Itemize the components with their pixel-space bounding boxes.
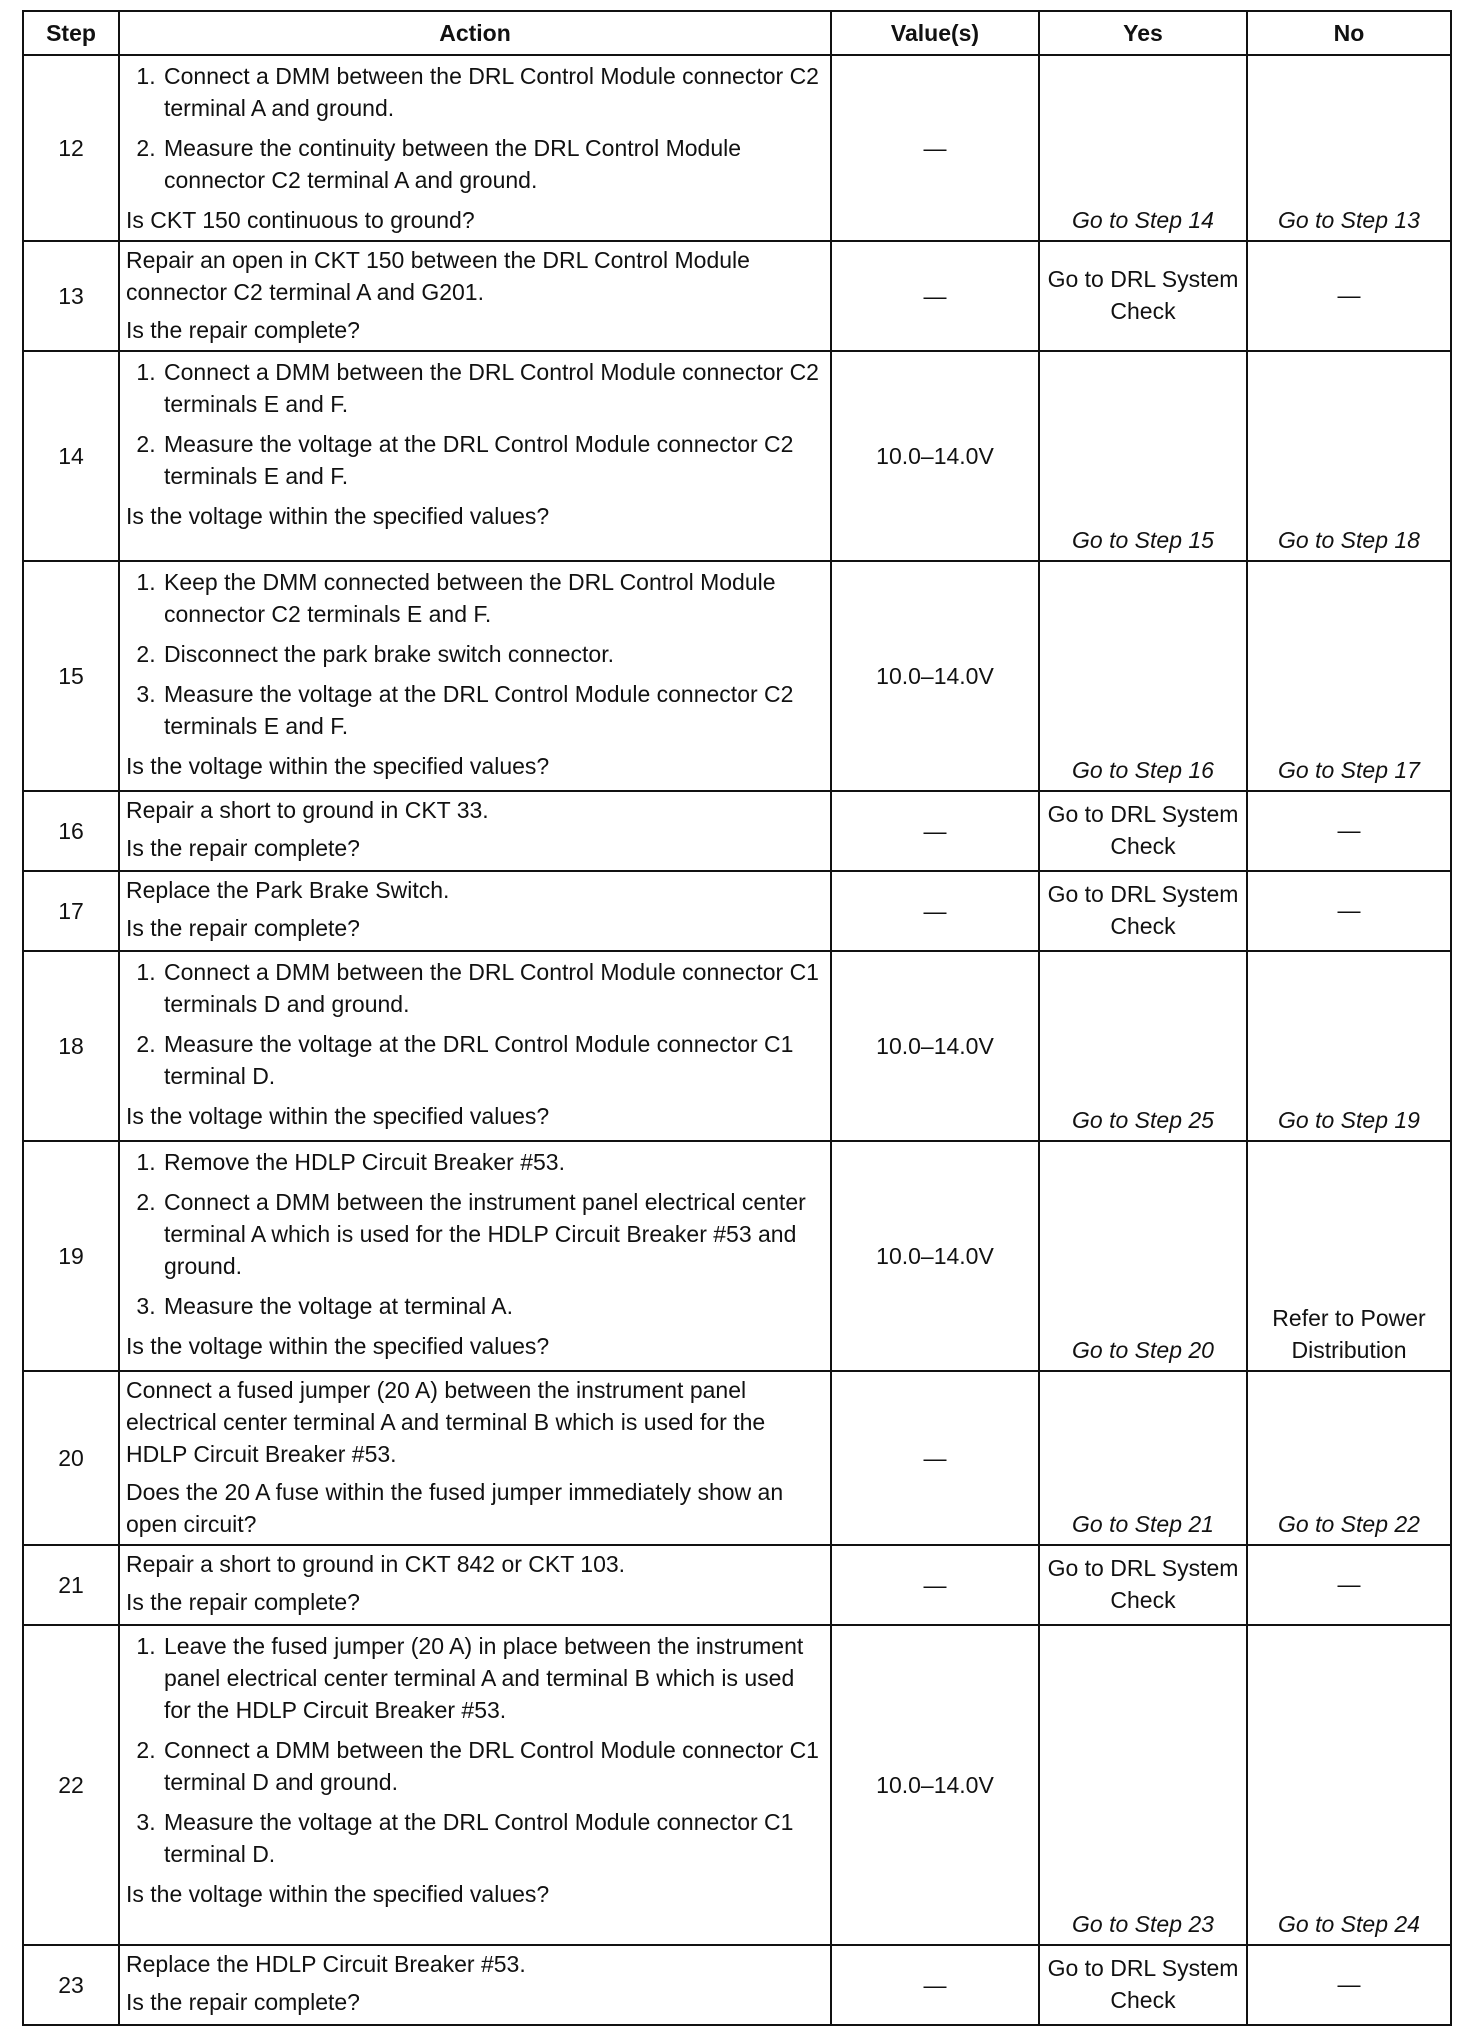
- yes-cell: Go to Step 15: [1039, 351, 1247, 561]
- diagnostic-table: [22, 10, 1452, 2026]
- values-cell: 10.0–14.0V: [831, 1141, 1039, 1371]
- action-question: Is the repair complete?: [126, 317, 360, 343]
- action-step: 3. Measure the voltage at the DRL Control Module connector C2 terminals E and F.: [162, 678, 824, 742]
- table-row: [23, 351, 1451, 561]
- yes-cell: Go to DRL System Check: [1039, 241, 1247, 351]
- values-cell: —: [831, 241, 1039, 351]
- no-cell: Go to Step 19: [1247, 951, 1451, 1141]
- action-step: 2. Measure the voltage at the DRL Control Module connector C2 terminals E and F.: [162, 428, 824, 492]
- values-cell: 10.0–14.0V: [831, 1625, 1039, 1945]
- values-cell: 10.0–14.0V: [831, 561, 1039, 791]
- values-cell: —: [831, 1545, 1039, 1625]
- table-row: [23, 1141, 1451, 1371]
- action-steps-list: [126, 60, 824, 196]
- header-step: Step: [23, 11, 119, 55]
- step-number: 18: [23, 951, 119, 1141]
- step-number: 13: [23, 241, 119, 351]
- action-step: 2. Connect a DMM between the DRL Control Module connector C1 terminal D and ground.: [162, 1734, 824, 1798]
- action-step: 1. Keep the DMM connected between the DRL Control Module connector C2 terminals E and F.: [162, 566, 824, 630]
- table-row: [23, 1945, 1451, 2025]
- action-cell: [119, 1625, 831, 1945]
- diagnostic-table-sheet: [22, 10, 1450, 2015]
- values-cell: —: [831, 1371, 1039, 1545]
- action-question: Is the voltage within the specified values?: [126, 503, 550, 529]
- action-cell: [119, 1141, 831, 1371]
- action-step: 2. Connect a DMM between the instrument panel electrical center terminal A which is used for the HDLP Circuit Breaker #53 and ground.: [162, 1186, 824, 1282]
- action-step: 1. Remove the HDLP Circuit Breaker #53.: [162, 1146, 824, 1178]
- action-question: Is the repair complete?: [126, 1989, 360, 2015]
- action-step: 1. Leave the fused jumper (20 A) in place between the instrument panel electrical center terminal A and terminal B which is used for the HDLP Circuit Breaker #53.: [162, 1630, 824, 1726]
- action-cell: [119, 55, 831, 241]
- yes-cell: Go to Step 21: [1039, 1371, 1247, 1545]
- no-cell: —: [1247, 871, 1451, 951]
- header-values: Value(s): [831, 11, 1039, 55]
- step-number: 12: [23, 55, 119, 241]
- no-cell: Go to Step 22: [1247, 1371, 1451, 1545]
- step-number: 22: [23, 1625, 119, 1945]
- header-row: [23, 11, 1451, 55]
- table-row: [23, 1371, 1451, 1545]
- action-cell: [119, 791, 831, 871]
- yes-cell: Go to Step 20: [1039, 1141, 1247, 1371]
- no-cell: Go to Step 13: [1247, 55, 1451, 241]
- action-cell: [119, 1371, 831, 1545]
- action-step: 2. Measure the voltage at the DRL Control Module connector C1 terminal D.: [162, 1028, 824, 1092]
- action-question: Does the 20 A fuse within the fused jumper immediately show an open circuit?: [126, 1479, 784, 1537]
- step-number: 15: [23, 561, 119, 791]
- values-cell: —: [831, 871, 1039, 951]
- table-row: [23, 1545, 1451, 1625]
- values-cell: 10.0–14.0V: [831, 351, 1039, 561]
- no-cell: —: [1247, 1545, 1451, 1625]
- no-cell: Refer to Power Distribution: [1247, 1141, 1451, 1371]
- header-yes: Yes: [1039, 11, 1247, 55]
- no-cell: —: [1247, 791, 1451, 871]
- step-number: 21: [23, 1545, 119, 1625]
- action-question: Is the voltage within the specified values?: [126, 1333, 550, 1359]
- no-cell: Go to Step 24: [1247, 1625, 1451, 1945]
- action-paragraph: Repair a short to ground in CKT 33.: [126, 797, 489, 823]
- step-number: 17: [23, 871, 119, 951]
- table-row: [23, 561, 1451, 791]
- action-steps-list: [126, 1146, 824, 1322]
- action-cell: [119, 1545, 831, 1625]
- no-cell: Go to Step 18: [1247, 351, 1451, 561]
- table-row: [23, 55, 1451, 241]
- values-cell: 10.0–14.0V: [831, 951, 1039, 1141]
- step-number: 19: [23, 1141, 119, 1371]
- table-row: [23, 1625, 1451, 1945]
- action-cell: [119, 871, 831, 951]
- action-question: Is the voltage within the specified values?: [126, 753, 550, 779]
- values-cell: —: [831, 791, 1039, 871]
- action-cell: [119, 561, 831, 791]
- table-row: [23, 791, 1451, 871]
- action-question: Is CKT 150 continuous to ground?: [126, 207, 475, 233]
- yes-cell: Go to DRL System Check: [1039, 791, 1247, 871]
- action-step: 1. Connect a DMM between the DRL Control Module connector C1 terminals D and ground.: [162, 956, 824, 1020]
- table-row: [23, 241, 1451, 351]
- action-step: 2. Disconnect the park brake switch connector.: [162, 638, 824, 670]
- action-question: Is the repair complete?: [126, 835, 360, 861]
- action-question: Is the voltage within the specified values?: [126, 1103, 550, 1129]
- action-steps-list: [126, 356, 824, 492]
- table-row: [23, 951, 1451, 1141]
- action-cell: [119, 351, 831, 561]
- yes-cell: Go to Step 25: [1039, 951, 1247, 1141]
- action-steps-list: [126, 1630, 824, 1870]
- action-steps-list: [126, 956, 824, 1092]
- step-number: 23: [23, 1945, 119, 2025]
- action-paragraph: Replace the Park Brake Switch.: [126, 877, 450, 903]
- yes-cell: Go to Step 16: [1039, 561, 1247, 791]
- action-step: 1. Connect a DMM between the DRL Control Module connector C2 terminals E and F.: [162, 356, 824, 420]
- yes-cell: Go to Step 14: [1039, 55, 1247, 241]
- step-number: 16: [23, 791, 119, 871]
- header-action: Action: [119, 11, 831, 55]
- action-question: Is the repair complete?: [126, 1589, 360, 1615]
- action-paragraph: Connect a fused jumper (20 A) between the instrument panel electrical center terminal A and terminal B which is used for the HDLP Circuit Breaker #53.: [126, 1377, 766, 1467]
- header-no: No: [1247, 11, 1451, 55]
- no-cell: Go to Step 17: [1247, 561, 1451, 791]
- step-number: 14: [23, 351, 119, 561]
- no-cell: —: [1247, 1945, 1451, 2025]
- table-body: [23, 55, 1451, 2025]
- action-question: Is the voltage within the specified values?: [126, 1881, 550, 1907]
- no-cell: —: [1247, 241, 1451, 351]
- action-question: Is the repair complete?: [126, 915, 360, 941]
- yes-cell: Go to DRL System Check: [1039, 1545, 1247, 1625]
- action-paragraph: Replace the HDLP Circuit Breaker #53.: [126, 1951, 526, 1977]
- table-row: [23, 871, 1451, 951]
- yes-cell: Go to DRL System Check: [1039, 1945, 1247, 2025]
- yes-cell: Go to DRL System Check: [1039, 871, 1247, 951]
- action-paragraph: Repair an open in CKT 150 between the DRL Control Module connector C2 terminal A and G201.: [126, 247, 750, 305]
- step-number: 20: [23, 1371, 119, 1545]
- action-paragraph: Repair a short to ground in CKT 842 or CKT 103.: [126, 1551, 626, 1577]
- action-step: 3. Measure the voltage at the DRL Control Module connector C1 terminal D.: [162, 1806, 824, 1870]
- yes-cell: Go to Step 23: [1039, 1625, 1247, 1945]
- action-step: 1. Connect a DMM between the DRL Control Module connector C2 terminal A and ground.: [162, 60, 824, 124]
- values-cell: —: [831, 55, 1039, 241]
- action-cell: [119, 241, 831, 351]
- action-steps-list: [126, 566, 824, 742]
- action-step: 2. Measure the continuity between the DRL Control Module connector C2 terminal A and ground.: [162, 132, 824, 196]
- action-cell: [119, 1945, 831, 2025]
- values-cell: —: [831, 1945, 1039, 2025]
- action-cell: [119, 951, 831, 1141]
- action-step: 3. Measure the voltage at terminal A.: [162, 1290, 824, 1322]
